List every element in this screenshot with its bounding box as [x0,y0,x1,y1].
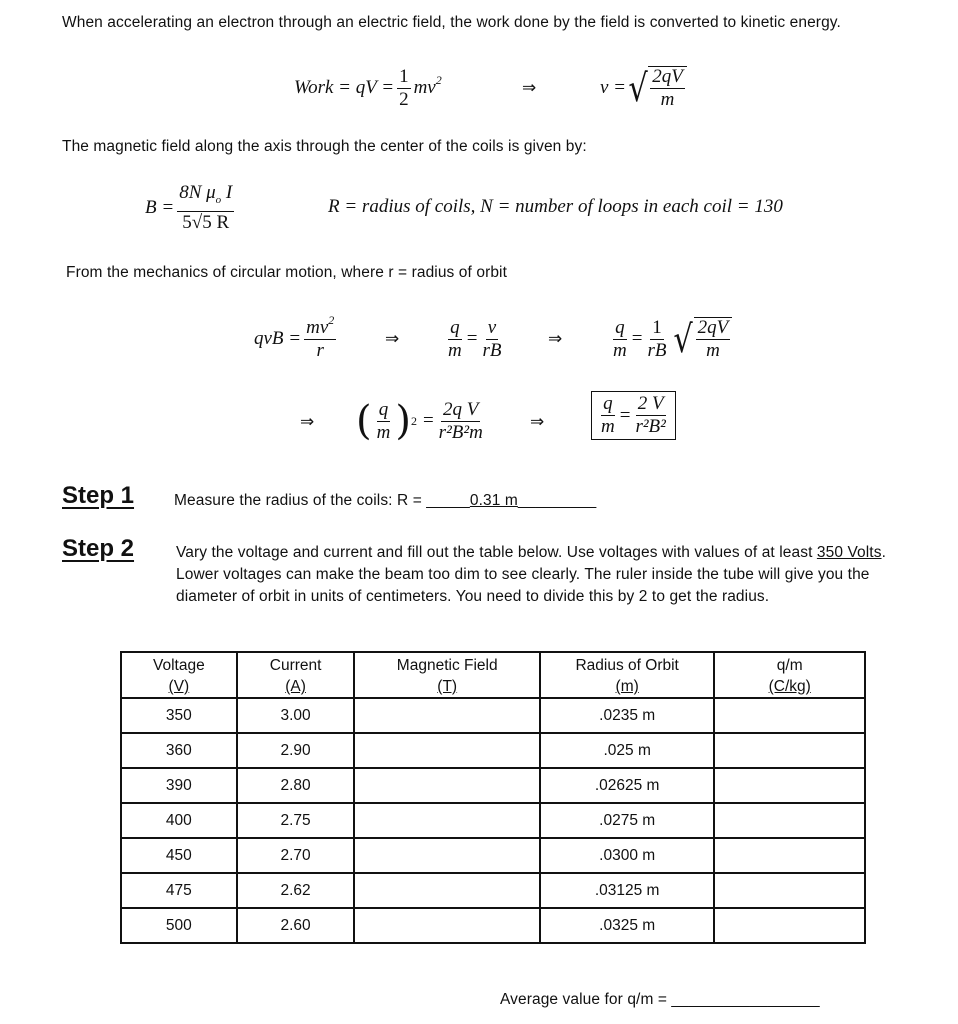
cell-field[interactable] [354,908,539,943]
one-half-fraction: $\frac{1}{2}$ [399,65,409,110]
cell-q-over-m[interactable] [714,733,865,768]
header-magnetic-field: Magnetic Field (T) [354,652,539,698]
table-row [121,768,865,803]
cell-current: 2.90 [237,733,355,768]
magnetic-field-text: The magnetic field along the axis through the center of the coils is given by: [62,138,587,155]
cell-q-over-m[interactable] [714,803,865,838]
square-root-icon: √ $\frac{2qV}{m}$ [626,66,687,110]
cell-radius: .025 m [540,733,714,768]
cell-radius: .0300 m [540,838,714,873]
cell-current: 3.00 [237,698,355,733]
cell-current: 2.70 [237,838,355,873]
intro-paragraph: When accelerating an electron through an electric field, the work done by the field is converted to kinetic energy. [62,14,841,31]
force-balance-equation: qvB = $\frac{mv^2}{r}$ [254,312,335,361]
cell-voltage: 500 [121,908,237,943]
implies-arrow-icon: ⇒ [300,412,315,432]
charge-mass-v-equation: $\frac{q}{m}$ = $\frac{v}{rB}$ [448,316,502,361]
charge-mass-sqrt-equation: $\frac{q}{m}$ = $\frac{1}{rB}$ √ $\frac{2qV}{m}$ [608,310,732,368]
implies-arrow-icon: ⇒ [522,78,537,98]
cell-current: 2.75 [237,803,355,838]
step-1-text: Measure the radius of the coils: R = _____0.31 m_________ [174,492,597,509]
cell-field[interactable] [354,698,539,733]
table-row [121,803,865,838]
coil-definitions: R = radius of coils, N = number of loops in each coil = 130 [328,196,783,217]
cell-current: 2.62 [237,873,355,908]
table-row [121,733,865,768]
cell-current: 2.80 [237,768,355,803]
header-voltage: Voltage (V) [121,652,237,698]
cell-radius: .0235 m [540,698,714,733]
cell-voltage: 475 [121,873,237,908]
header-current: Current (A) [237,652,355,698]
cell-voltage: 360 [121,733,237,768]
implies-arrow-icon: ⇒ [530,412,545,432]
table-row [121,838,865,873]
cell-radius: .03125 m [540,873,714,908]
table-header-row [121,652,865,698]
cell-q-over-m[interactable] [714,873,865,908]
cell-field[interactable] [354,873,539,908]
implies-arrow-icon: ⇒ [548,329,563,349]
radius-answer-field[interactable]: 0.31 m [469,492,518,509]
magnetic-field-equation: B = $\frac{8N \mu_o I}{5√5 R}$ [145,182,233,233]
cell-voltage: 450 [121,838,237,873]
cell-current: 2.60 [237,908,355,943]
cell-radius: .0325 m [540,908,714,943]
cell-voltage: 390 [121,768,237,803]
step-2-text: Vary the voltage and current and fill out the table below. Use voltages with values of at least 350 Volts. Lower voltages can make the beam too dim to see clearly. The ruler inside the tube will give you the diameter of orbit in units of centimeters. You need to divide this by 2 to get the radius. [176,544,886,605]
cell-field[interactable] [354,838,539,873]
cell-q-over-m[interactable] [714,838,865,873]
squared-ratio-equation: ( $\frac{q}{m}$ ) 2 = $\frac{\text{2q V}}{\text{r²B²m}}$ [356,398,483,444]
cell-field[interactable] [354,803,539,838]
velocity-equation: v = √ $\frac{2qV}{m}$ [600,58,687,118]
square-root-icon: √ $\frac{2qV}{m}$ [671,317,732,361]
cell-voltage: 350 [121,698,237,733]
cell-field[interactable] [354,733,539,768]
step-2-heading: Step 2 [62,535,135,562]
implies-arrow-icon: ⇒ [385,329,400,349]
table-row [121,698,865,733]
cell-voltage: 400 [121,803,237,838]
data-table [120,651,866,944]
step-1-heading: Step 1 [62,482,135,509]
cell-q-over-m[interactable] [714,698,865,733]
circular-motion-text: From the mechanics of circular motion, where r = radius of orbit [66,264,507,281]
header-q-over-m: q/m (C/kg) [714,652,865,698]
cell-radius: .0275 m [540,803,714,838]
average-q-over-m: Average value for q/m = _________________ [500,991,820,1008]
header-radius: Radius of Orbit (m) [540,652,714,698]
average-answer-field[interactable]: _________________ [671,991,820,1008]
work-energy-equation: Work = qV = $\frac{1}{2}$ $mv^2$ [294,65,442,110]
cell-field[interactable] [354,768,539,803]
final-boxed-equation: $\frac{q}{m}$ = $\frac{2 V}{\text{r²B²}}$ [591,391,676,440]
cell-radius: .02625 m [540,768,714,803]
table-row [121,873,865,908]
table-row [121,908,865,943]
cell-q-over-m[interactable] [714,908,865,943]
cell-q-over-m[interactable] [714,768,865,803]
